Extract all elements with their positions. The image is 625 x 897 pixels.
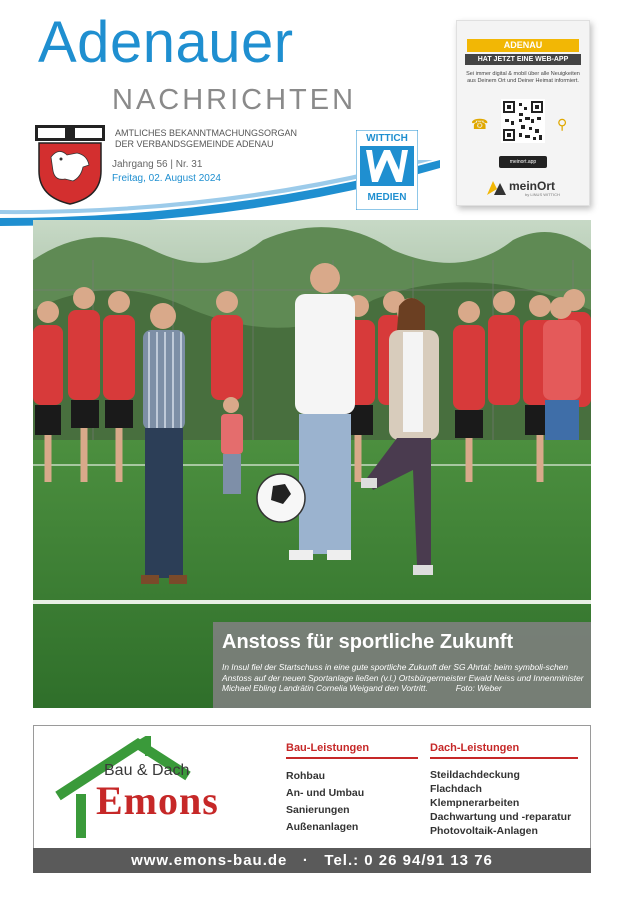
list-item: Rohbau	[286, 770, 326, 782]
wittich-bottom-label: MEDIEN	[367, 192, 407, 203]
promo-heading: ADENAU	[467, 39, 579, 52]
list-item: Sanierungen	[286, 804, 350, 816]
list-item: Außenanlagen	[286, 821, 359, 833]
bulb-icon: ⚲	[557, 116, 568, 132]
logo-main-text: Emons	[96, 778, 219, 823]
list-item: An- und Umbau	[286, 787, 365, 799]
masthead-organ	[115, 128, 297, 150]
webapp-link-button[interactable]: meinort.app	[499, 156, 547, 168]
feature-caption-text: In Insul fiel der Startschuss in eine gute sportliche Zukunft der SG Ahrtal: beim symboli-schen Anstoss auf der neuen Sportanlage ließen (v.l.) Ortsbürgermeister Ewald Neiss und Innenminister Michael Ebling Landrätin Cornelia Weigand den Vortritt.	[222, 662, 584, 693]
masthead-title: Adenauer	[38, 10, 294, 75]
promo-text: Sei immer digital & mobil über alle Neuigkeiten aus Deinem Ort und Deiner Heimat informiert.	[466, 71, 580, 84]
issue-number: Jahrgang 56 | Nr. 31	[112, 159, 203, 170]
feature-headline: Anstoss für sportliche Zukunft	[222, 631, 514, 653]
ad-contact-line[interactable]: www.emons-bau.de · Tel.: 0 26 94/91 13 76	[131, 852, 493, 869]
logo-top-text: Bau & Dach	[104, 762, 190, 779]
phone-icon: ☎	[471, 116, 489, 132]
list-item: Dachwartung und -reparatur	[430, 811, 572, 823]
list-item: Steildachdeckung	[430, 769, 520, 781]
col2-rule	[430, 757, 578, 759]
meinort-logo-icon	[485, 177, 507, 197]
qr-code-icon[interactable]	[501, 99, 545, 143]
col2-heading: Dach-Leistungen	[430, 742, 520, 754]
list-item: Klempnerarbeiten	[430, 797, 520, 809]
wittich-top-label: WITTICH	[366, 133, 408, 144]
webapp-promo-card[interactable]	[456, 20, 590, 206]
col1-list	[286, 768, 364, 836]
wittich-logo	[356, 130, 418, 210]
feature-caption	[222, 662, 584, 694]
list-item: Photovoltaik-Anlagen	[430, 825, 538, 837]
promo-subheading: HAT JETZT EINE WEB-APP	[465, 54, 581, 65]
masthead-subtitle: NACHRICHTEN	[112, 84, 357, 116]
col1-heading: Bau-Leistungen	[286, 742, 370, 754]
photo-credit: Foto: Weber	[455, 683, 502, 693]
organ-line-2: DER VERBANDSGEMEINDE ADENAU	[115, 139, 274, 149]
col2-list	[430, 768, 571, 838]
organ-line-1: AMTLICHES BEKANNTMACHUNGSORGAN	[115, 128, 298, 138]
issue-date: Freitag, 02. August 2024	[112, 173, 221, 184]
col1-rule	[286, 757, 418, 759]
promo-brand: meinOrt	[509, 179, 556, 193]
list-item: Flachdach	[430, 783, 482, 795]
promo-brand-sub: by LINUS WITTICH	[525, 192, 560, 197]
